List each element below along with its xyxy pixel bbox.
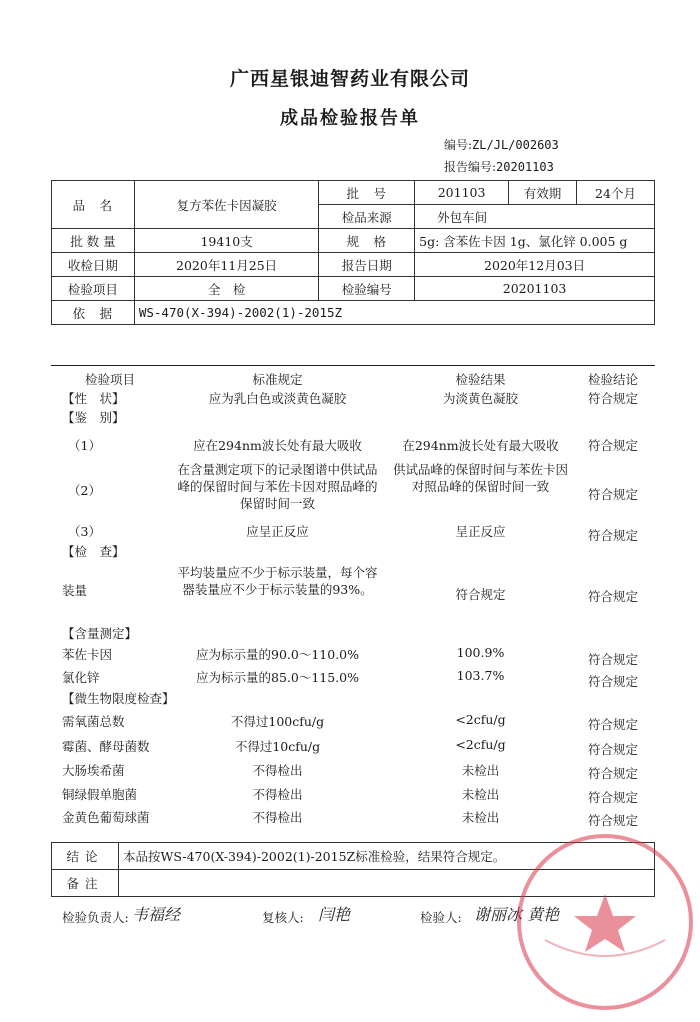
row-id2 [0,461,700,511]
row-character [0,389,700,406]
section-title: 【含量测定】 [62,626,138,641]
row-result: 供试品峰的保留时间与苯佐卡因对照品峰的保留时间一致 [393,462,569,494]
conclusion-text: 本品按WS-470(X-394)-2002(1)-2015Z标准检验，结果符合规定。 [119,843,655,870]
doc-number-value: ZL/JL/002603 [472,138,559,152]
row-item: 【性 状】 [62,391,125,406]
row-conclusion: 符合规定 [587,674,638,689]
reviewer-signature: 闫艳 [318,905,351,924]
batch-number: 201103 [415,181,509,205]
basis-value: WS-470(X-394)-2002(1)-2015Z [134,301,654,325]
column-headers [0,370,700,387]
row-aerobic [0,712,700,732]
row-standard: 应呈正反应 [246,524,309,539]
row-result: 为淡黄色凝胶 [442,391,518,406]
quantity-label: 批 数 量 [52,229,135,253]
row-conclusion: 符合规定 [587,742,638,757]
basis-label: 依 据 [52,301,135,325]
row-result: 未检出 [461,763,500,778]
section-title: 【鉴 别】 [62,410,125,425]
row-standard: 应为标示量的90.0～110.0% [196,647,359,662]
row-conclusion: 符合规定 [587,589,638,604]
doc-number-label: 编号: [444,138,473,152]
inspector-label: 检验人: [420,910,462,925]
row-ecoli [0,761,700,781]
product-name: 复方苯佐卡因凝胶 [134,181,319,229]
spec-label: 规 格 [319,229,415,253]
row-item: （2） [68,483,101,498]
section-title: 【检 查】 [62,544,125,559]
row-item: 大肠埃希菌 [62,763,125,778]
company-name: 广西星银迪智药业有限公司 [229,68,470,90]
report-date-label: 报告日期 [319,253,415,277]
row-conclusion: 符合规定 [587,766,638,781]
row-result: <2cfu/g [455,737,506,752]
row-conclusion: 符合规定 [587,487,638,502]
row-item: 霉菌、酵母菌数 [62,739,150,754]
row-result: 未检出 [461,787,500,802]
col-conclusion: 检验结论 [587,372,638,387]
report-number-label: 报告编号: [444,160,497,174]
doc-number [444,136,559,153]
col-result: 检验结果 [455,372,506,387]
receive-date: 2020年11月25日 [134,253,319,277]
source-label: 检品来源 [319,205,415,229]
item-label: 检验项目 [52,277,135,301]
spec-value: 5g: 含苯佐卡因 1g、氯化锌 0.005 g [415,229,655,253]
row-id3 [0,522,700,543]
document-title: 成品检验报告单 [280,108,420,129]
section-title: 【微生物限度检查】 [62,691,175,706]
divider-top [51,365,655,366]
source-value: 外包车间 [415,205,655,229]
product-name-label: 品 名 [52,181,135,229]
report-number-value: 20201103 [496,160,554,174]
inspection-stamp [505,822,700,1022]
row-zinc [0,668,700,689]
row-result: 呈正反应 [455,524,506,539]
reviewer-label: 复核人: [262,910,304,925]
row-conclusion: 符合规定 [587,391,638,406]
section-microbial [0,689,700,706]
row-standard: 平均装量应不少于标示装量，每个容器装量应不少于标示装量的93%。 [177,565,378,597]
row-standard: 在含量测定项下的记录图谱中供试品峰的保留时间与苯佐卡因对照品峰的保留时间一致 [177,462,378,511]
item-value: 全 检 [134,277,319,301]
row-result: 103.7% [456,668,505,683]
test-no-value: 20201103 [415,277,655,301]
row-id1 [0,436,700,453]
row-result: 未检出 [461,810,500,825]
quantity-value: 19410支 [134,229,319,253]
batch-label: 批 号 [319,181,415,205]
row-standard: 应为乳白色或淡黄色凝胶 [208,391,347,406]
section-check [0,542,700,559]
conclusion-label: 结论 [52,843,119,870]
row-item: 铜绿假单胞菌 [62,787,138,802]
responsible-label: 检验负责人: [62,910,129,925]
section-assay [0,624,700,641]
row-result: 在294nm波长处有最大吸收 [402,438,559,453]
validity-value: 24个月 [577,181,655,205]
receive-date-label: 收检日期 [52,253,135,277]
row-standard: 不得过10cfu/g [234,739,321,754]
report-date: 2020年12月03日 [415,253,655,277]
row-conclusion: 符合规定 [587,790,638,805]
test-no-label: 检验编号 [319,277,415,301]
col-item: 检验项目 [85,372,136,387]
inspector-signature: 谢丽冰 黄艳 [474,905,560,924]
row-item: 装量 [62,583,88,598]
row-conclusion: 符合规定 [587,438,638,453]
stamp-star-icon [574,894,636,952]
row-result: 符合规定 [455,587,506,602]
row-conclusion: 符合规定 [587,528,638,543]
col-standard: 标准规定 [252,372,303,387]
row-staph [0,808,700,828]
section-identification [0,408,700,425]
row-item: 金黄色葡萄球菌 [62,810,150,825]
report-number [444,158,554,175]
stamp-inner-arc [545,940,665,956]
row-standard: 不得过100cfu/g [230,714,325,729]
row-mold [0,737,700,757]
row-standard: 不得检出 [252,810,303,825]
row-conclusion: 符合规定 [587,813,638,828]
row-result: <2cfu/g [455,712,506,727]
row-fill [0,564,700,604]
row-standard: 应在294nm波长处有最大吸收 [193,438,362,453]
row-item: （1） [68,438,101,453]
row-item: （3） [68,524,101,539]
row-item: 需氧菌总数 [62,714,125,729]
row-pseudomonas [0,785,700,805]
row-standard: 不得检出 [252,763,303,778]
row-standard: 不得检出 [252,787,303,802]
row-item: 苯佐卡因 [62,647,113,662]
row-result: 100.9% [456,645,505,660]
validity-label: 有效期 [509,181,577,205]
row-item: 氯化锌 [62,670,100,685]
remark-label: 备注 [52,870,119,897]
row-conclusion: 符合规定 [587,652,638,667]
responsible-signature: 韦福经 [132,905,181,924]
row-conclusion: 符合规定 [587,717,638,732]
row-benzocaine [0,645,700,667]
header-table [51,180,655,325]
row-standard: 应为标示量的85.0～115.0% [196,670,359,685]
